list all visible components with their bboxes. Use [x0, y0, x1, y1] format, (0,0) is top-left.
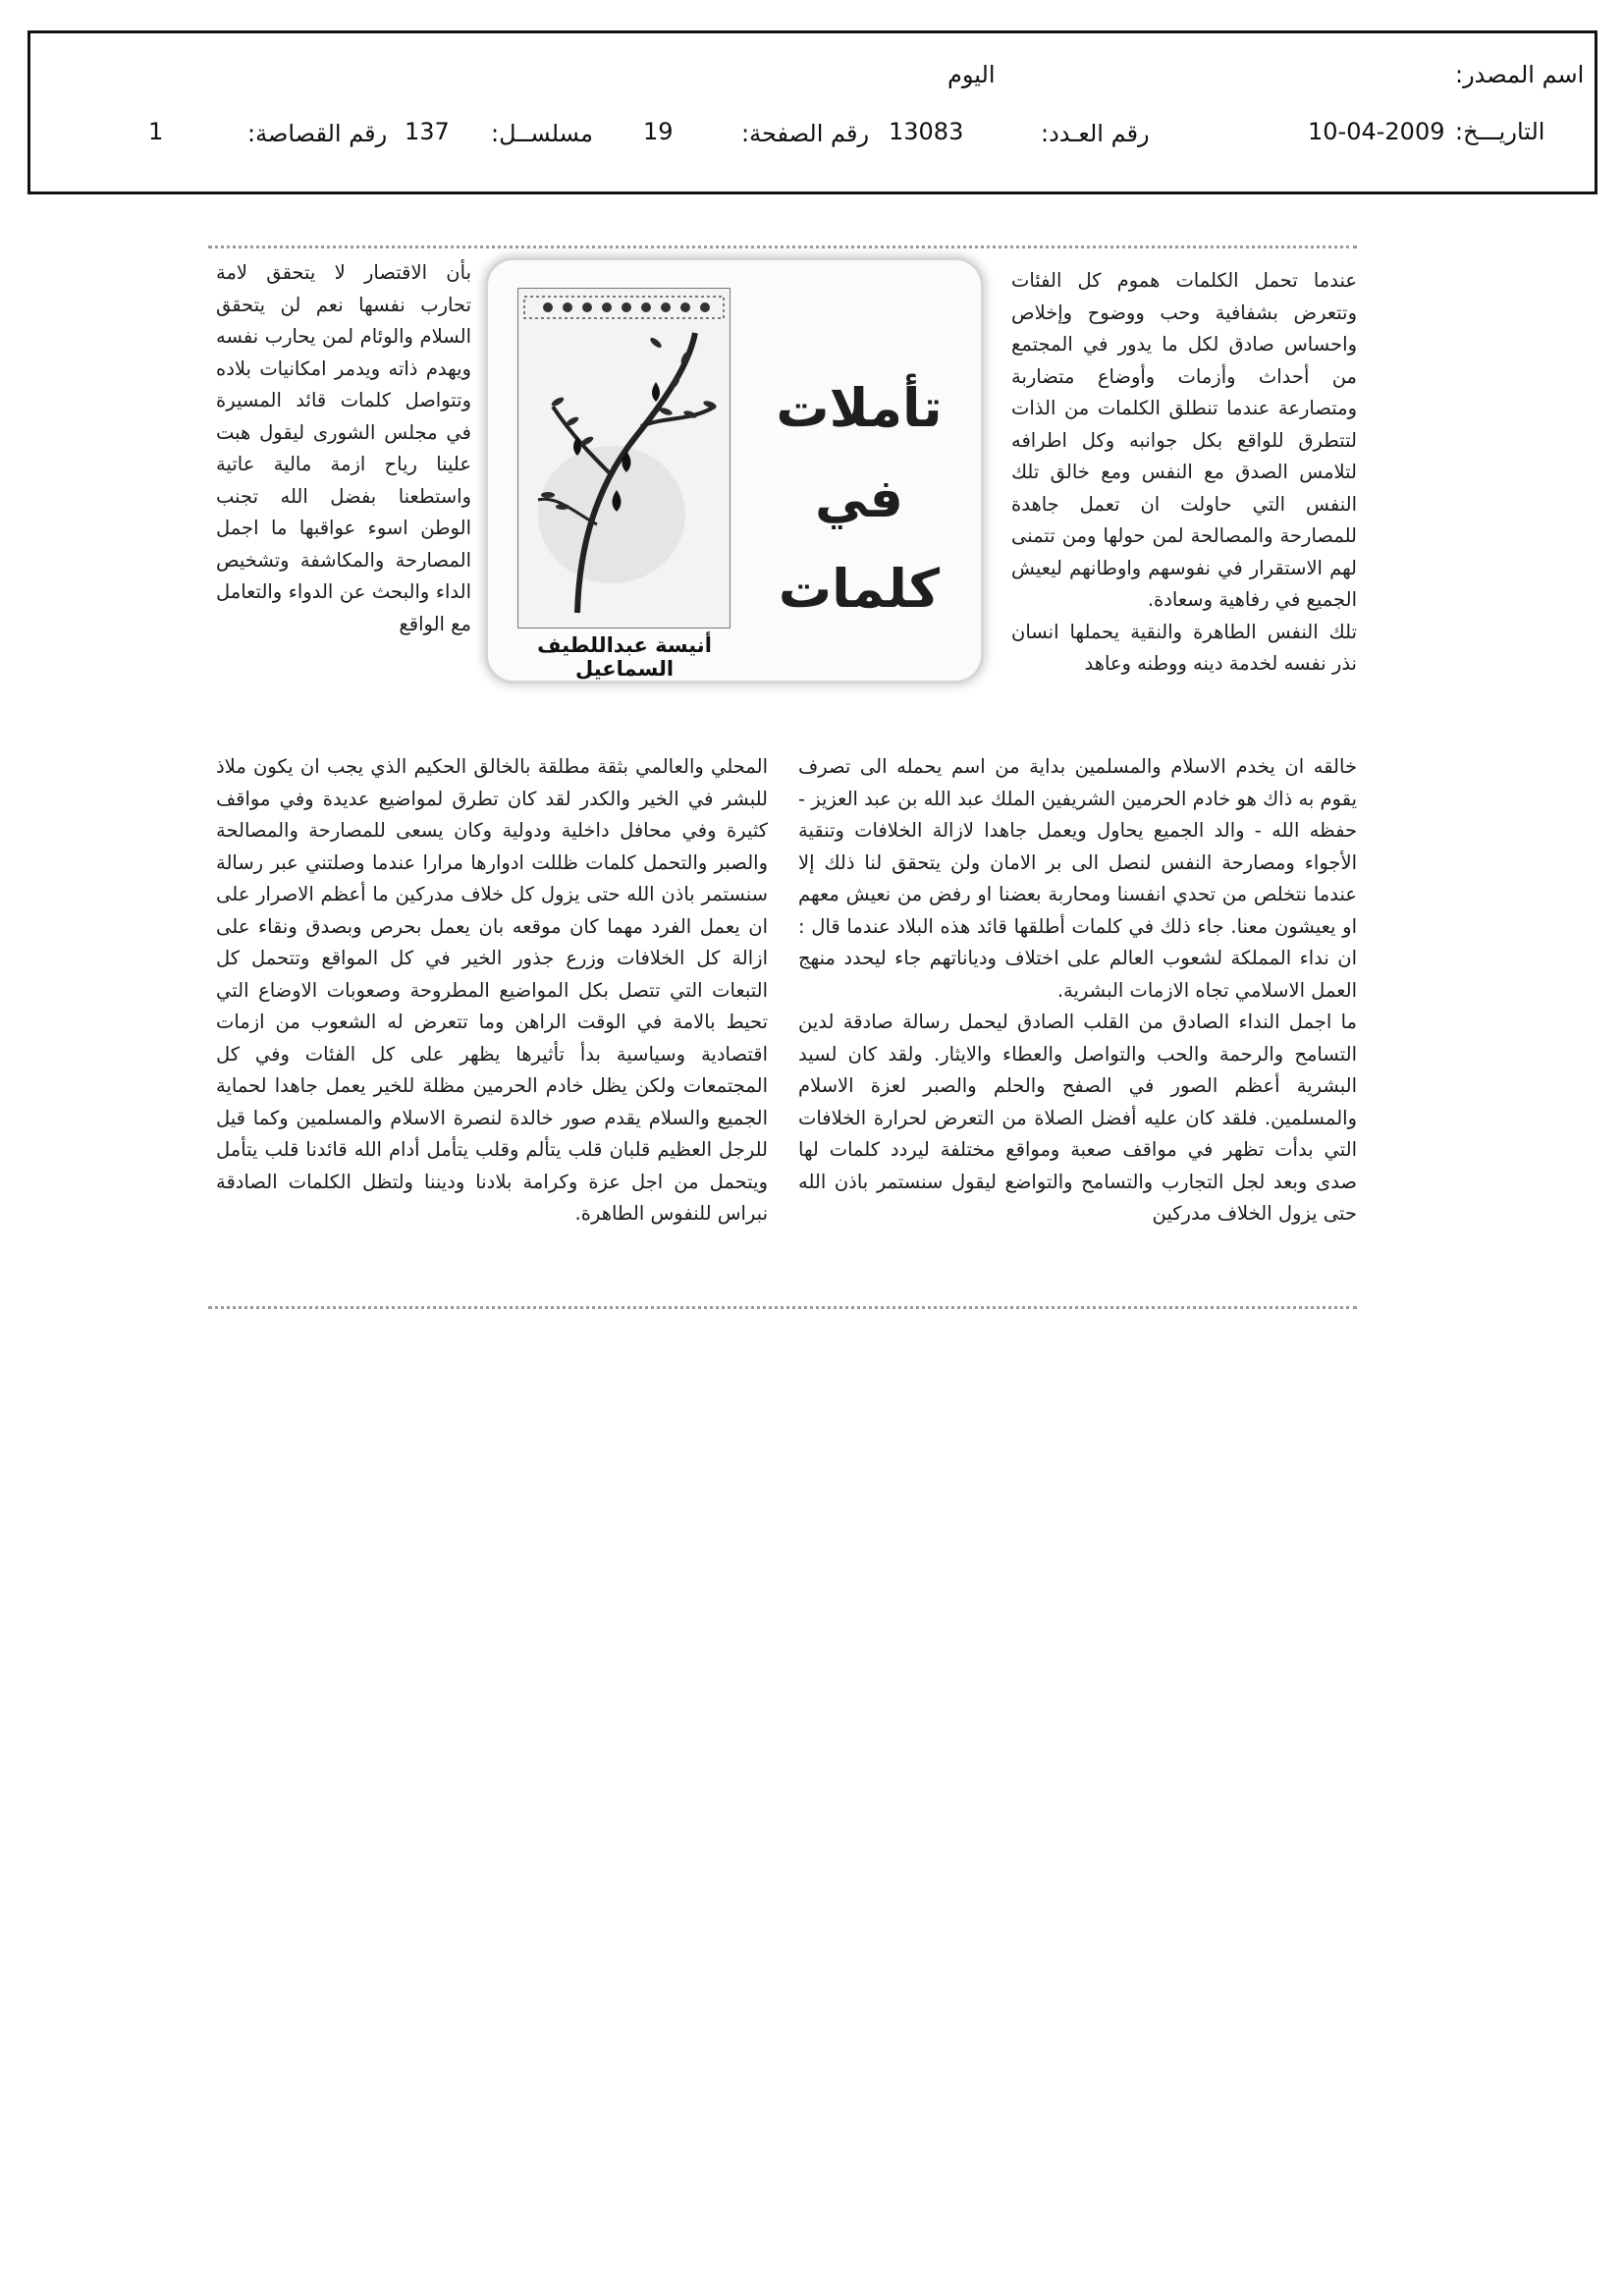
article-title: تأملات في كلمات	[776, 377, 943, 620]
top-rule	[208, 246, 1357, 248]
date-label: التاريـــخ:	[1455, 118, 1545, 145]
paragraph: تلك النفس الطاهرة والنقية يحملها انسان نذر نفسه لخدمة دينه ووطنه وعاهد	[1011, 620, 1357, 675]
date-value: 10-04-2009	[1308, 118, 1445, 145]
source-label: اسم المصدر:	[1455, 61, 1585, 88]
article-column-right-top	[1011, 265, 1357, 681]
source-value: اليوم	[947, 61, 996, 88]
paragraph: بأن الاقتصار لا يتحقق لامة تحارب نفسها نعم لن يتحقق السلام والوئام لمن يحارب نفسه ويهدم ذاته ويدمر امكانيات بلاده وتتواصل كلمات قائد المسيرة في مجلس الشورى ليقول هبت علينا رياح ازمة مالية عاتية واستطعنا بفضل الله تجنب الوطن اسوء عواقبها ما اجمل المصارحة والمكاشفة وتشخيص الداء والبحث عن الدواء والتعامل مع الواقع	[216, 261, 471, 635]
issue-label: رقم العـدد:	[1041, 120, 1150, 147]
article-column-right-bottom	[798, 751, 1357, 1230]
clip-value: 1	[148, 118, 164, 145]
source-header-box	[27, 30, 1597, 194]
serial-value: 137	[405, 118, 450, 145]
article-column-left-top	[216, 257, 471, 640]
author-name: أنيسة عبداللطيف السماعيل	[537, 633, 712, 681]
author-portrait-illustration	[517, 288, 730, 629]
paragraph: خالقه ان يخدم الاسلام والمسلمين بداية من اسم يحمله الى تصرف يقوم به ذاك هو خادم الحرمين الشريفين الملك عبد الله بن عبد العزيز - حفظه الله - والد الجميع يحاول ويعمل جاهدا لازالة الخلافات وتنقية الأجواء ومصارحة النفس لنصل الى بر الامان ولن يتحقق لنا ذلك إلا عندما نتخلص من تحدي انفسنا ومحاربة بعضنا او رفض من نعيش معهم او يعيشون معنا. جاء ذلك في كلمات أطلقها قائد هذه البلاد عندما قال : ان نداء المملكة لشعوب العالم على اختلاف ودياناتهم جاء ليحدد منهج العمل الاسلامي تجاه الازمات البشرية.	[798, 755, 1357, 1002]
tree-illustration-icon	[518, 289, 730, 628]
paragraph: المحلي والعالمي بثقة مطلقة بالخالق الحكيم الذي يجب ان يكون ملاذ للبشر في الخير والكدر لقد كان تطرق لمواضيع عديدة وفي مواقف كثيرة وفي محافل داخلية ودولية وكان يسعى للمصارحة والمصالحة والصبر والتحمل كلمات ظللت ادوارها مرارا عندما وصلتني عبر رسالة سنستمر باذن الله حتى يزول كل خلاف مدركين ما أعظم الاصرار على ان يعمل الفرد مهما كان موقعه بان يعمل بحرص وبصدق ونقاء على ازالة كل الخلافات وزرع جذور الخير في كل المواقع وتتحمل كل التبعات التي تتصل بكل المواضيع المطروحة وصعوبات الاوضاع التي تحيط بالامة في الوقت الراهن وما تتعرض له الشعوب من ازمات اقتصادية وسياسية بدأ تأثيرها يظهر على كل الفئات وفي كل المجتمعات ولكن يظل خادم الحرمين مظلة للخير يعمل جاهدا لحماية الجميع والسلام يقدم صور خالدة لنصرة الاسلام والمسلمين وكما قيل للرجل العظيم قلبان قلب يتألم وقلب يتأمل أدام الله قائدنا قلب يتأمل ويتحمل من اجل عزة وكرامة بلادنا وديننا ولتظل الكلمات الصادقة نبراس للنفوس الطاهرة.	[216, 755, 768, 1225]
paragraph: عندما تحمل الكلمات هموم كل الفئات وتتعرض بشفافية وحب ووضوح وإخلاص واحساس صادق لكل ما يدور في المجتمع من أحداث وأزمات وأوضاع متضاربة ومتصارعة عندما تنطلق الكلمات من الذات لتتطرق للواقع بكل جوانبه وكل اطرافه لتلامس الصدق مع النفس ومع خالق تلك النفس التي حاولت ان تعمل جاهدة للمصارحة والمصالحة لمن حولها ومن تتمنى لهم الاستقرار في نفوسهم واوطانهم ليعيش الجميع في رفاهية وسعادة.	[1011, 269, 1357, 611]
article-column-left-bottom	[216, 751, 768, 1230]
bottom-rule	[208, 1306, 1357, 1309]
page-label: رقم الصفحة:	[741, 120, 870, 147]
clip-label: رقم القصاصة:	[247, 120, 388, 147]
serial-label: مسلســل:	[491, 120, 593, 147]
page-value: 19	[643, 118, 674, 145]
paragraph: ما اجمل النداء الصادق من القلب الصادق ليحمل رسالة صادقة لدين التسامح والرحمة والحب والتواصل والعطاء والايثار. ولقد كان لسيد البشرية أعظم الصور في الصفح والحلم والصبر لعزة الاسلام والمسلمين. فلقد كان عليه أفضل الصلاة من التعرض لحرارة الخلافات التي بدأت تظهر في مواقف صعبة ومواقع مختلفة ليردد كلمات لها صدى وبعد لجل التجارب والتسامح والتواضع ليقول سنستمر باذن الله حتى يزول الخلاف مدركين	[798, 1011, 1357, 1225]
issue-value: 13083	[889, 118, 964, 145]
